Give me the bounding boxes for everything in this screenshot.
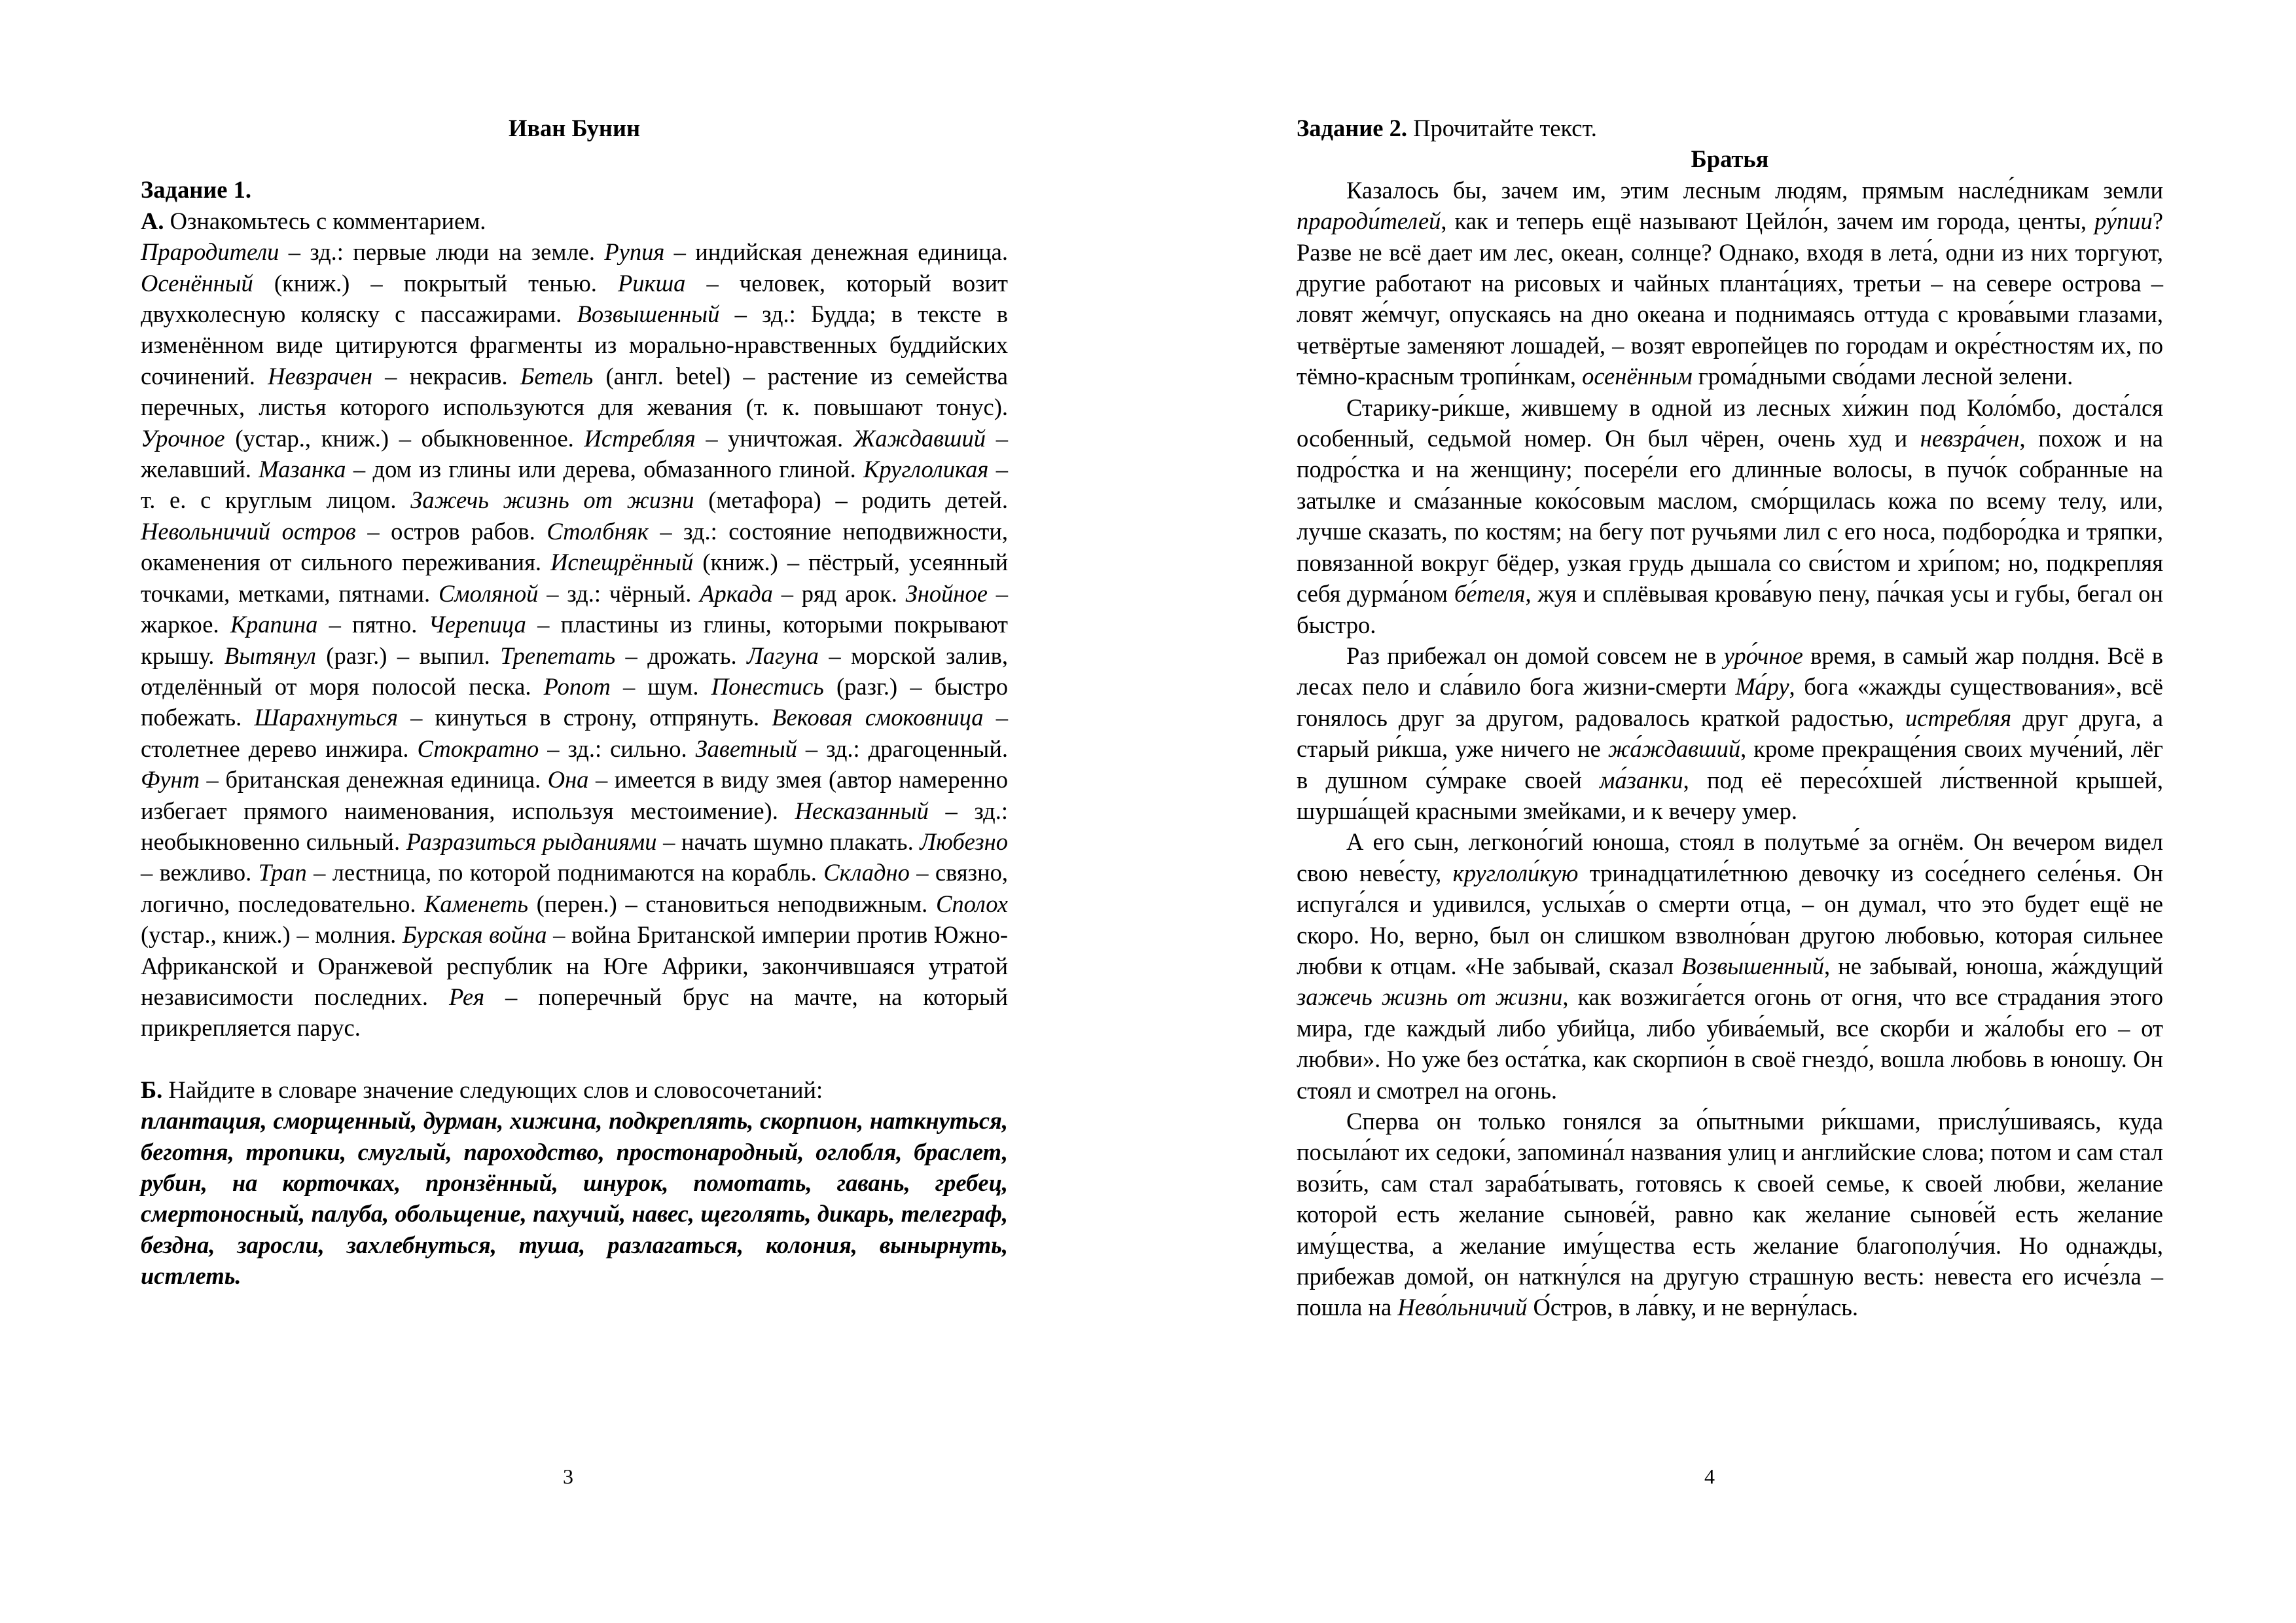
glossed-word: бе́теля	[1454, 580, 1526, 608]
glossary-term: Столбняк	[547, 517, 649, 545]
story-paragraph	[1297, 1106, 2163, 1323]
part-a-heading: А. Ознакомьтесь с комментарием.	[141, 207, 486, 234]
glossary-term: Вековая смоковница	[772, 704, 984, 731]
glossary-definition: – остров рабов.	[355, 517, 547, 545]
story-text	[1297, 175, 2163, 1323]
glossary-term: Испещрённый	[550, 549, 694, 576]
glossary-definition: – зд.: сильно.	[539, 735, 696, 762]
glossary-term: Мазанка	[259, 456, 346, 483]
text-run: , не забывай, юноша, жа́ждущий	[1823, 952, 2163, 979]
text-run: ? Разве не всё дает им лес, океан, солнце? Однако, входя в лета́, одни из них торгуют, другие работают на рисовых и чайных планта́циях, третьи – на севере острова – ловят же́мчуг, опускаясь на дно океана и поднимаясь оттуда с крова́выми глазами, четвёртые заменяют лошадей, – возят европейцев по городам и окре́стностям их, по тёмно-красным тропи́нкам,	[1297, 208, 2163, 390]
glossary-term: Она	[547, 766, 589, 793]
glossary-definition: – зд.: необыкновенно сильный.	[141, 797, 1008, 855]
glossary-term: Вытянул	[224, 642, 316, 669]
glossary-term: Рикша	[618, 269, 686, 297]
story-paragraph	[1297, 392, 2163, 640]
glossary-definition: – лестница, по которой поднимаются на корабль.	[306, 859, 824, 886]
glossary-term: Прародители	[141, 238, 279, 266]
glossary-definition: – дом из глины или дерева, обмазанного глиной.	[346, 456, 864, 483]
glossary-term: Сполох	[935, 890, 1009, 917]
glossary-term: Складно	[823, 859, 910, 886]
glossary-term: Зажечь жизнь от жизни	[410, 486, 694, 514]
right-page	[1148, 0, 2296, 1623]
text-run: тринадцатиле́тнюю девочку из сосе́днего селе́нья. Он испуга́лся и удивился, услыха́в о смерти отца, – он думал, что это будет ещё не скоро. Но, верно, был он слишком взволно́ван другою любовью, которая сильнее любви к отцам. «Не забывай, сказал	[1297, 859, 2163, 979]
glossary-term: Истребляя	[584, 424, 696, 452]
glossary-term: Трепетать	[500, 642, 616, 669]
glossary-term: Лагуна	[747, 642, 819, 669]
text-run: друг друга, а старый ри́кша, уже ничего не	[1297, 704, 2163, 763]
glossary-definition: – уничтожая.	[695, 424, 853, 452]
glossary-definition: – связно, логично, последовательно.	[141, 859, 1009, 917]
glossary-term: Несказанный	[795, 797, 929, 824]
glossed-word: уро́чное	[1723, 642, 1803, 669]
glossary-definition: – кинуться в строну, отпрянуть.	[397, 704, 772, 731]
glossary-term: Бетель	[520, 362, 594, 390]
glossary-definition: – начать шумно плакать.	[656, 828, 920, 855]
glossed-word: невзра́чен	[1920, 425, 2020, 452]
text-run: , похож и на подро́стка и на женщину; посере́ли его длинные волосы, в пучо́к собранные на затылке и сма́занные коко́совым маслом, смо́рщилась кожа по всему телу, или, лучше сказать, по костям; на бегу пот ручьями лил с его носа, подборо́дка и тряпки, повязанной вокруг бёдер, узкая грудь дышала со сви́стом и хри́пом; но, подкрепляя себя дурма́ном	[1297, 425, 2164, 608]
text-run: грома́дными сво́дами лесной зелени.	[1692, 363, 2073, 390]
glossary-definition: – дрожать.	[615, 642, 747, 669]
glossed-word: Нево́льничий	[1397, 1294, 1528, 1321]
task1-heading: Задание 1.	[141, 176, 251, 204]
text-run: Старику-ри́кше, жившему в одной из лесных хи́жин под Коло́мбо, доста́лся особенный, седьмой номер. Он был чёрен, очень худ и	[1297, 393, 2163, 452]
glossary-definition: (перен.) – становиться неподвижным.	[528, 890, 936, 917]
glossary-definition: (книж.) – покрытый тенью.	[253, 269, 618, 297]
right-column	[1297, 113, 2163, 1323]
glossary-definition: – война Британской империи против Южно-Африканской и Оранжевой республик на Юге Африки, закончившаяся утратой независимости последних.	[141, 921, 1009, 1010]
glossary-term: Невзрачен	[268, 362, 372, 390]
glossary-definition: – т. е. с круглым лицом.	[141, 456, 1009, 514]
glossary-term: Крапина	[230, 611, 318, 638]
glossed-word: прароди́телей	[1297, 208, 1441, 235]
glossary-definition: – человек, который возит двухколесную коляску с пассажирами.	[141, 269, 1008, 328]
glossed-word: ма́занки	[1600, 766, 1683, 793]
glossary-definition: – морской залив, отделённый от моря полосой песка.	[141, 642, 1008, 700]
glossary-definition: – зд.: состояние неподвижности, окаменения от сильного переживания.	[141, 517, 1008, 576]
text-run: , как и теперь ещё называют Цейло́н, зачем им города, центы,	[1441, 208, 2095, 235]
glossary-term: Трап	[258, 859, 307, 886]
glossed-word: истребляя	[1905, 704, 2012, 731]
glossary-term: Разразиться рыданиями	[406, 828, 657, 855]
glossary-definition: – зд.: чёрный.	[538, 579, 700, 607]
glossary-definition: – имеется в виду змея (автор намеренно избегает прямого наименования, используя местоимение).	[141, 766, 1008, 824]
story-paragraph	[1297, 826, 2163, 1106]
part-b-heading: Б. Найдите в словаре значение следующих слов и словосочетаний:	[141, 1076, 823, 1103]
glossary-term: Заветный	[695, 735, 797, 762]
glossary-term: Рея	[448, 983, 485, 1010]
glossary-definition: – вежливо.	[141, 859, 259, 886]
glossary-definition: – шум.	[610, 672, 711, 700]
glossary-term: Жаждавший	[853, 424, 986, 452]
glossary-definition: – индийская денежная единица.	[664, 238, 1008, 266]
text-run: , как возжига́ется огонь от огня, что все страдания этого мира, где каждый либо убийца, либо убива́емый, все скорби и жа́лобы его – от любви». Но уже без оста́тка, как скорпио́н в своё гнездо́, вошла любовь в юношу. Он стоял и смотрел на огонь.	[1297, 983, 2163, 1104]
glossary-term: Невольничий остров	[141, 517, 356, 545]
glossary-definition: – зд.: драгоценный.	[797, 735, 1008, 762]
glossary-definition: (разг.) – выпил.	[315, 642, 501, 669]
vocabulary-word-list: плантация, сморщенный, дурман, хижина, подкреплять, скорпион, наткнуться, беготня, тропики, смуглый, пароходство, простонародный, оглобля, браслет, рубин, на корточках, пронзённый, шнурок, помотать, гавань, гребец, смертоносный, палуба, обольщение, пахучий, навес, щеголять, дикарь, телеграф, бездна, заросли, захлебнуться, туша, разлагаться, колония, вынырнуть, истлеть.	[141, 1107, 1008, 1290]
text-run: , под её пересо́хшей ли́ственной крышей, шурша́щей красными змейками, и к вечеру умер.	[1297, 766, 2163, 824]
glossary-term: Ропот	[543, 672, 611, 700]
author-heading: Иван Бунин	[508, 115, 641, 141]
glossary-definition: (устар., книж.) – молния.	[141, 921, 403, 949]
story-paragraph	[1297, 175, 2163, 392]
glossary-definition: – желавший.	[141, 424, 1008, 483]
glossed-word: жа́ждавший	[1607, 735, 1741, 763]
glossary-definition: – ряд арок.	[772, 579, 906, 607]
glossary-term: Фунт	[141, 766, 200, 793]
glossary-definition: – зд.: Будда; в тексте в изменённом виде цитируются фрагменты из морально-нравственных буддийских сочинений.	[141, 301, 1008, 390]
glossed-word: Ма́ру	[1735, 673, 1789, 701]
page-number: 3	[563, 1465, 573, 1488]
glossary-definition: (англ. betel) – растение из семейства перечных, листья которого используются для жевания (т. к. повышают тонус).	[141, 362, 1008, 421]
story-title: Братья	[1691, 145, 1769, 173]
glossary-definition: – жаркое.	[141, 579, 1009, 638]
text-run: О́стров, в ла́вку, и не верну́лась.	[1527, 1294, 1859, 1321]
text-run: , бога «жажды существования», всё гонялось друг за другом, радовалось краткой радостью,	[1297, 673, 2163, 731]
glossed-word: осенённым	[1582, 363, 1693, 390]
glossary-definition: – пятно.	[317, 611, 429, 638]
glossary-term: Круглоликая	[863, 456, 989, 483]
glossary-definition: – поперечный брус на мачте, на который прикрепляется парус.	[141, 983, 1008, 1042]
glossary-definition: – пластины из глины, которыми покрывают крышу.	[141, 611, 1008, 669]
glossary-term: Смоляной	[438, 579, 539, 607]
glossary-definition: (устар., книж.) – обыкновенное.	[224, 424, 584, 452]
glossary-term: Осенённый	[141, 269, 253, 297]
glossary-term: Черепица	[428, 611, 526, 638]
glossed-word: круглоли́кую	[1452, 859, 1579, 886]
glossary-term: Аркада	[700, 579, 773, 607]
page-number: 4	[1704, 1465, 1715, 1488]
glossed-word: зажечь жизнь от жизни	[1297, 983, 1563, 1011]
text-run: Раз прибежал он домой совсем не в	[1346, 642, 1724, 669]
text-run: , жуя и сплёвывая крова́вую пену, па́чкая усы и губы, бегал он быстро.	[1297, 580, 2163, 638]
glossed-word: ру́пии	[2094, 208, 2153, 235]
glossary-definition: – зд.: первые люди на земле.	[279, 238, 605, 266]
glossary-definition: – столетнее дерево инжира.	[141, 704, 1008, 762]
glossary-definition: (метафора) – родить детей.	[694, 486, 1008, 514]
glossary-term: Урочное	[141, 424, 225, 452]
glossary-term: Шарахнуться	[254, 704, 398, 731]
glossary-definition: – некрасив.	[372, 362, 520, 390]
glossary-term: Стократно	[417, 735, 539, 762]
text-run: время, в самый жар полдня. Всё в лесах пело и сла́вило бога жизни-смерти	[1297, 642, 2163, 701]
glossary-paragraph	[141, 236, 1008, 1044]
glossed-word: Возвышенный	[1681, 952, 1824, 979]
glossary-definition: – британская денежная единица.	[200, 766, 548, 793]
text-run: Сперва он только гонялся за о́пытными ри́кшами, прислу́шиваясь, куда посыла́ют их седоки́, запомина́л названия улиц и английские слова; потом и сам стал вози́ть, сам стал зараба́тывать, готовясь к своей семье, к своей любви, желание которой есть желание сынове́й, равно как желание сынове́й есть желание иму́щества, а желание иму́щества есть желание благополу́чия. Но однажды, прибежав домой, он наткну́лся на другую страшную весть: невеста его исче́зла – пошла на	[1297, 1108, 2163, 1321]
text-run: А его сын, легконо́гий юноша, стоял в полутьме́ за огнём. Он вечером видел свою неве́сту,	[1297, 828, 2163, 886]
glossary-definition: (разг.) – быстро побежать.	[141, 672, 1008, 731]
story-paragraph	[1297, 640, 2163, 826]
glossary-term: Знойное	[905, 579, 988, 607]
glossary-term: Любезно	[920, 828, 1008, 855]
glossary-term: Возвышенный	[577, 301, 720, 328]
glossary-term: Понестись	[711, 672, 824, 700]
task2-heading: Задание 2. Прочитайте текст.	[1297, 115, 1597, 141]
left-column	[141, 113, 1008, 1292]
glossary-term: Рупия	[604, 238, 665, 266]
text-run: Казалось бы, зачем им, этим лесным людям, прямым насле́дникам земли	[1346, 176, 2163, 204]
glossary-term: Бурская война	[402, 921, 547, 949]
text-run: , кроме прекраще́ния своих муче́ний, лёг в душном су́мраке своей	[1297, 735, 2163, 793]
glossary-term: Каменеть	[424, 890, 528, 917]
glossary-definition: (книж.) – пёстрый, усеянный точками, метками, пятнами.	[141, 549, 1008, 607]
